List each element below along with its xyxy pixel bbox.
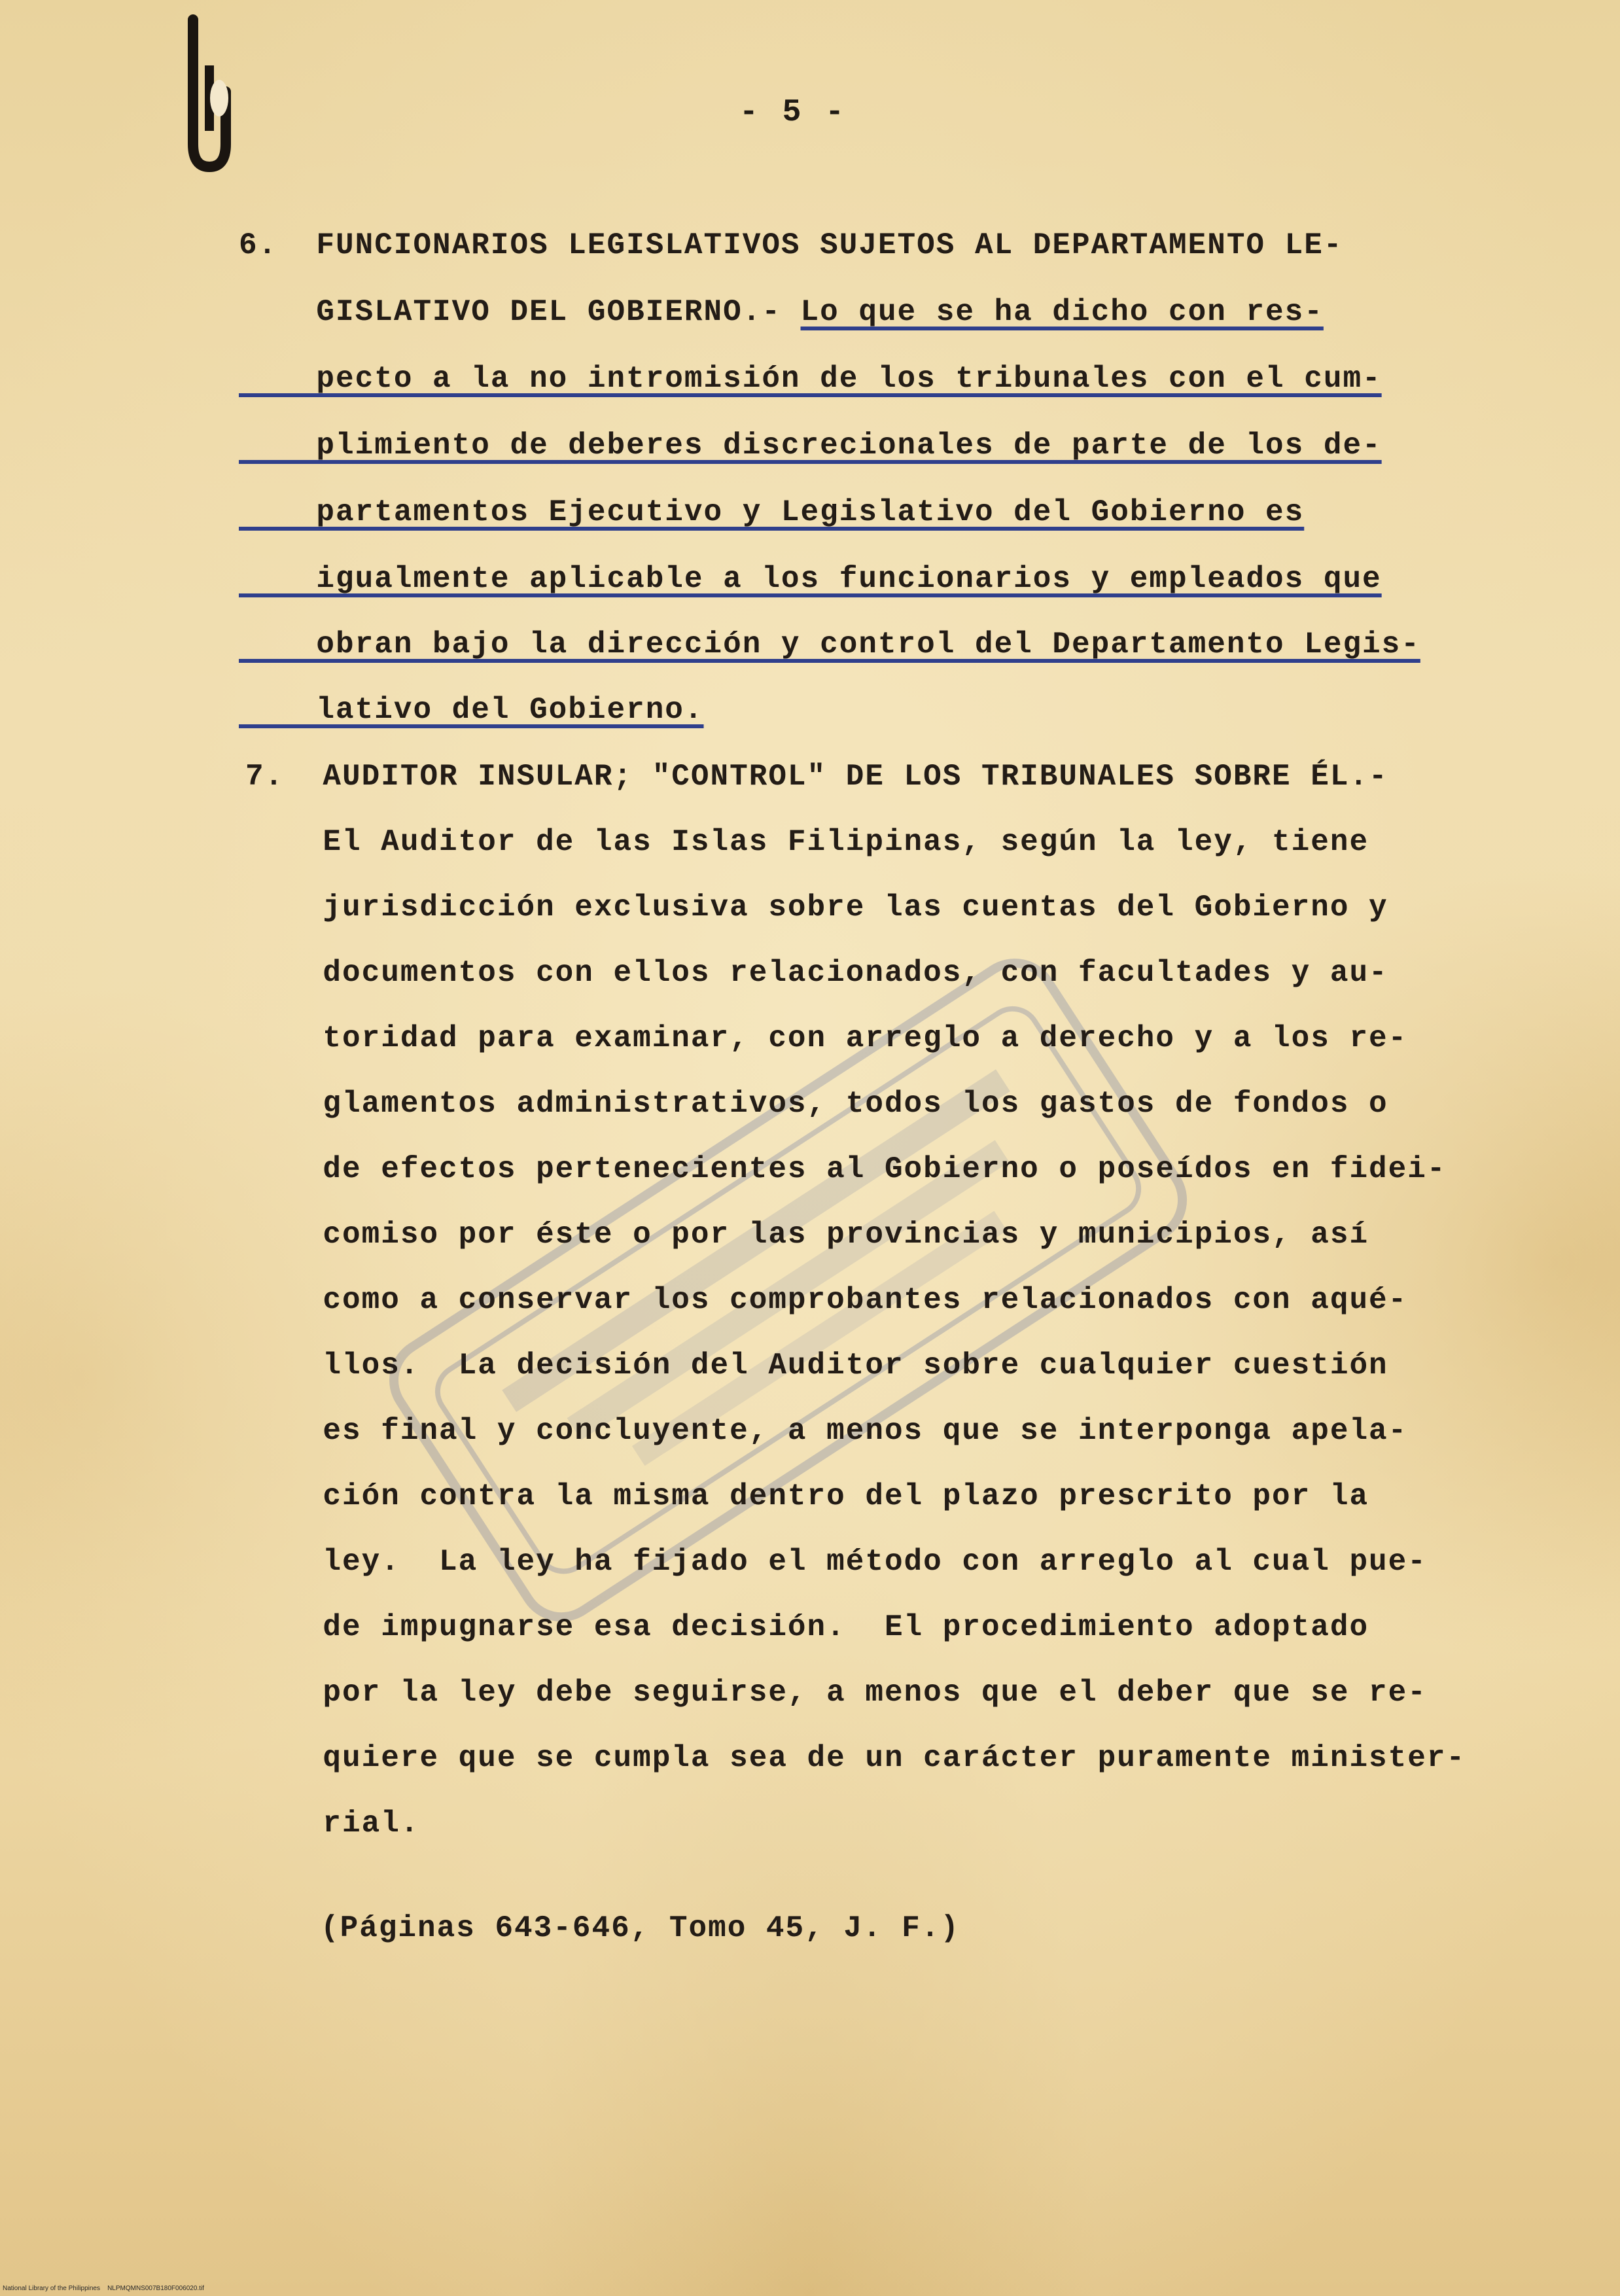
section-7-line: rial.: [245, 1807, 420, 1841]
section-7-line: de efectos pertenecientes al Gobierno o poseídos en fidei-: [245, 1152, 1447, 1186]
section-6-line: lativo del Gobierno.: [239, 693, 704, 727]
citation: (Páginas 643-646, Tomo 45, J. F.): [321, 1911, 960, 1945]
section-7-line: 7. AUDITOR INSULAR; "CONTROL" DE LOS TRIBUNALES SOBRE ÉL.-: [245, 760, 1388, 794]
section-7-line: llos. La decisión del Auditor sobre cualquier cuestión: [245, 1349, 1388, 1383]
page-number: - 5 -: [739, 95, 847, 130]
binder-clip-mark: [173, 13, 245, 177]
archive-footer: National Library of the Philippines NLPMQMNS007B180F006020.tif: [3, 2285, 204, 2292]
section-7-line: toridad para examinar, con arreglo a derecho y a los re-: [245, 1021, 1408, 1055]
section-7-line: de impugnarse esa decisión. El procedimiento adoptado: [245, 1610, 1369, 1644]
section-7-line: comiso por éste o por las provincias y municipios, así: [245, 1218, 1369, 1252]
section-7-line: es final y concluyente, a menos que se interponga apela-: [245, 1414, 1408, 1448]
underlined-text: Lo que se ha dicho con res-: [800, 295, 1324, 329]
section-7-line: jurisdicción exclusiva sobre las cuentas del Gobierno y: [245, 891, 1388, 925]
section-6-heading-tail: GISLATIVO DEL GOBIERNO.-: [239, 295, 801, 329]
section-7-line: documentos con ellos relacionados, con facultades y au-: [245, 956, 1388, 990]
section-7-line: ley. La ley ha fijado el método con arreglo al cual pue-: [245, 1545, 1427, 1579]
section-6-line: plimiento de deberes discrecionales de parte de los de-: [239, 429, 1382, 463]
section-7-line: quiere que se cumpla sea de un carácter puramente minister-: [245, 1741, 1466, 1775]
section-6-line: igualmente aplicable a los funcionarios y empleados que: [239, 562, 1382, 596]
section-7-line: ción contra la misma dentro del plazo prescrito por la: [245, 1479, 1369, 1513]
section-7-line: glamentos administrativos, todos los gastos de fondos o: [245, 1087, 1388, 1121]
section-7-line: como a conservar los comprobantes relacionados con aqué-: [245, 1283, 1408, 1317]
section-6-line: [239, 292, 1324, 332]
section-7-line: por la ley debe seguirse, a menos que el deber que se re-: [245, 1676, 1427, 1710]
section-7-line: El Auditor de las Islas Filipinas, según la ley, tiene: [245, 825, 1369, 859]
section-6-line: partamentos Ejecutivo y Legislativo del Gobierno es: [239, 495, 1305, 529]
section-6-line: pecto a la no intromisión de los tribunales con el cum-: [239, 362, 1382, 396]
section-6-line: 6. FUNCIONARIOS LEGISLATIVOS SUJETOS AL DEPARTAMENTO LE-: [239, 228, 1343, 262]
section-6-line: obran bajo la dirección y control del Departamento Legis-: [239, 627, 1420, 662]
